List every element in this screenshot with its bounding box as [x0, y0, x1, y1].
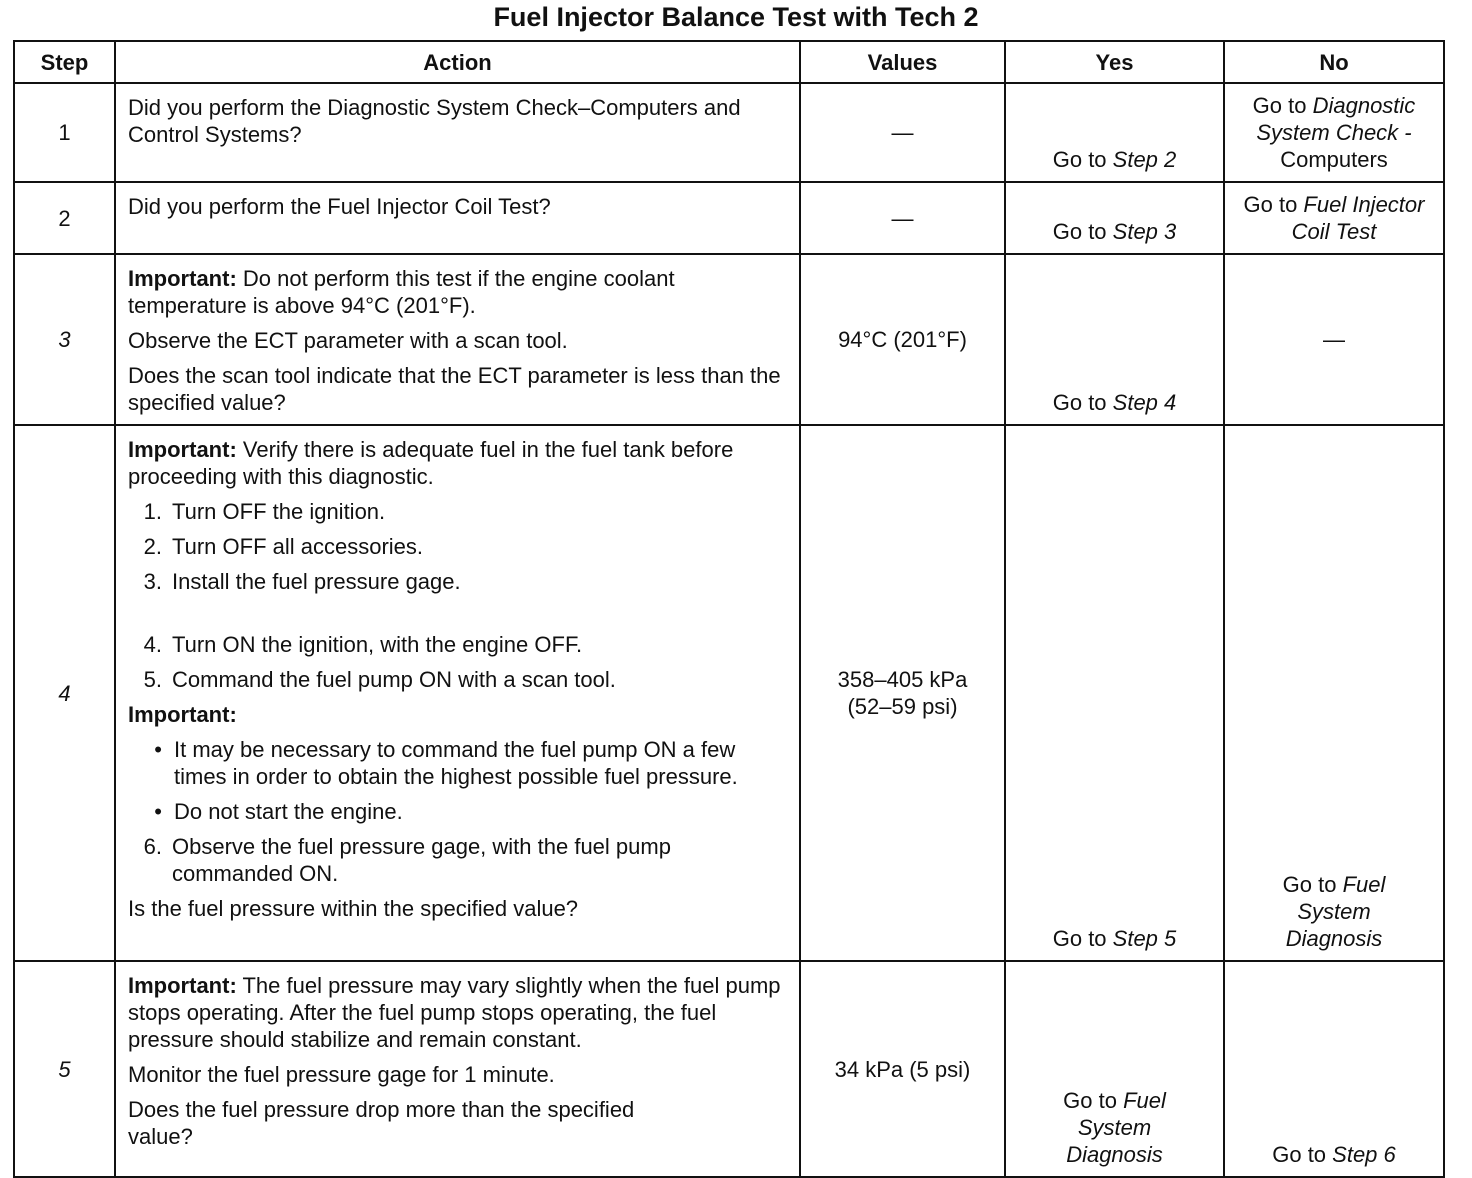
yes-cell: [1005, 425, 1224, 961]
no-link: Step 6: [1332, 1142, 1396, 1167]
action-text: Did you perform the Fuel Injector Coil Test?: [128, 194, 551, 219]
action-question: Is the fuel pressure within the specified value?: [128, 896, 579, 921]
values-cell: 94°C (201°F): [800, 254, 1005, 425]
action-line: Monitor the fuel pressure gage for 1 minute.: [128, 1062, 555, 1087]
yes-link: Step 2: [1112, 147, 1177, 172]
yes-link: Step 4: [1112, 390, 1177, 415]
list-item: 5. Command the fuel pump ON with a scan tool.: [143, 667, 616, 692]
important-note: [128, 436, 791, 490]
values-cell: [800, 425, 1005, 961]
yes-prefix: Go to: [1052, 219, 1113, 244]
no-prefix: Go to: [1252, 93, 1313, 118]
values-kpa: 358–405 kPa: [837, 667, 968, 692]
no-prefix: Go to: [1243, 192, 1304, 217]
values-cell: 34 kPa (5 psi): [800, 961, 1005, 1177]
yes-cell: [1005, 83, 1224, 182]
action-text: Did you perform the Diagnostic System Check–Computers and Control Systems?: [128, 95, 741, 147]
action-cell: [115, 425, 800, 961]
important-label: Important:: [128, 973, 237, 998]
no-link: Diagnostic System Check -: [1256, 93, 1416, 145]
yes-prefix: Go to: [1052, 147, 1113, 172]
action-question: Does the fuel pressure drop more than the specified value?: [128, 1097, 635, 1149]
list-item: 2. Turn OFF all accessories.: [143, 534, 424, 559]
spacer: [128, 603, 791, 631]
action-cell: [115, 182, 800, 254]
action-cell: [115, 254, 800, 425]
table-row-step-4: [14, 425, 1444, 961]
table-row-step-2: [14, 182, 1444, 254]
yes-link: Step 5: [1112, 926, 1177, 951]
yes-prefix: Go to: [1052, 390, 1113, 415]
no-cell: [1224, 425, 1444, 961]
header-values: Values: [800, 41, 1005, 83]
bullet-item: • It may be necessary to command the fuel pump ON a few times in order to obtain the highest possible fuel pressure.: [128, 736, 791, 790]
important-label: Important:: [128, 266, 237, 291]
list-item: 3. Install the fuel pressure gage.: [143, 569, 461, 594]
values-psi: (52–59 psi): [847, 694, 958, 719]
procedure-table: [13, 40, 1445, 1178]
yes-cell: [1005, 182, 1224, 254]
table-row-step-3: [14, 254, 1444, 425]
action-cell: [115, 83, 800, 182]
no-link: Fuel Injector Coil Test: [1291, 192, 1425, 244]
values-cell: —: [800, 83, 1005, 182]
important-text: Verify there is adequate fuel in the fuel tank before proceeding with this diagnostic.: [128, 437, 734, 489]
no-cell: [1224, 83, 1444, 182]
action-line: Observe the ECT parameter with a scan tool.: [128, 328, 568, 353]
list-item: 6. Observe the fuel pressure gage, with the fuel pump commanded ON.: [143, 834, 671, 886]
values-cell: —: [800, 182, 1005, 254]
list-item: 4. Turn ON the ignition, with the engine OFF.: [143, 632, 583, 657]
yes-link: Step 3: [1112, 219, 1177, 244]
header-no: No: [1224, 41, 1444, 83]
important-text: Do not perform this test if the engine coolant temperature is above 94°C (201°F).: [128, 266, 675, 318]
yes-cell: [1005, 961, 1224, 1177]
yes-link: Fuel System Diagnosis: [1066, 1088, 1166, 1167]
bullet-icon: •: [154, 799, 162, 824]
no-cell: —: [1224, 254, 1444, 425]
step-number: 2: [14, 182, 115, 254]
step-number: 1: [14, 83, 115, 182]
step-number: 5: [14, 961, 115, 1177]
bullet-item: • Do not start the engine.: [128, 798, 791, 825]
header-step: Step: [14, 41, 115, 83]
table-row-step-1: [14, 83, 1444, 182]
yes-prefix: Go to: [1052, 926, 1113, 951]
bullet-icon: •: [154, 737, 162, 762]
important-label: Important:: [128, 437, 237, 462]
important-note: [128, 265, 791, 319]
action-cell: [115, 961, 800, 1177]
step-number: 4: [14, 425, 115, 961]
no-prefix: Go to: [1282, 872, 1343, 897]
no-cell: [1224, 961, 1444, 1177]
no-cell: [1224, 182, 1444, 254]
important-text: The fuel pressure may vary slightly when the fuel pump stops operating. After the fuel pump stops operating, the fuel pressure should stabilize and remain constant.: [128, 973, 781, 1052]
no-prefix: Go to: [1272, 1142, 1333, 1167]
step-number: 3: [14, 254, 115, 425]
list-item: 1. Turn OFF the ignition.: [143, 499, 386, 524]
action-question: Does the scan tool indicate that the ECT parameter is less than the specified value?: [128, 363, 781, 415]
header-yes: Yes: [1005, 41, 1224, 83]
yes-cell: [1005, 254, 1224, 425]
table-row-step-5: [14, 961, 1444, 1177]
no-suffix: Computers: [1280, 147, 1388, 172]
page-title: Fuel Injector Balance Test with Tech 2: [493, 2, 979, 32]
important-label: Important:: [128, 702, 237, 727]
header-action: Action: [115, 41, 800, 83]
yes-prefix: Go to: [1063, 1088, 1124, 1113]
no-link: Fuel System Diagnosis: [1285, 872, 1386, 951]
important-note: [128, 972, 791, 1053]
header-row: [14, 41, 1444, 83]
